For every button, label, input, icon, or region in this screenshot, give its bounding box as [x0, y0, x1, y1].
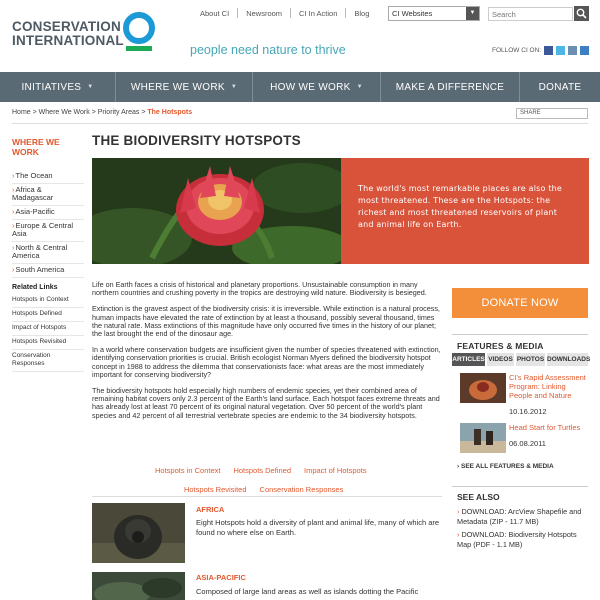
divider	[345, 8, 346, 18]
related-link[interactable]: Hotspots Defined	[12, 308, 84, 322]
search-button[interactable]	[574, 6, 589, 21]
nav-label: WHERE WE WORK	[130, 81, 225, 93]
asia-pacific-image[interactable]	[92, 572, 185, 600]
top-link-blog[interactable]: Blog	[354, 8, 370, 18]
share-button[interactable]	[516, 108, 588, 119]
paragraph: The biodiversity hotspots hold especially high numbers of endemic species, yet their combined area of remaining habitat covers only 2.3 percent of the Earth's land surface. Each hotspot faces extreme threats and has already lost at least 70 percent of its original natural vegetation. Over 50 percent of the world's plant species and 42 percent of all terrestrial vertebrate species are endemic to the 34 biodiversity hotspots.	[92, 386, 440, 420]
features-media-box	[452, 334, 591, 474]
sidebar-title: WHERE WE WORK	[12, 137, 60, 157]
top-links	[200, 8, 369, 18]
nav-label: MAKE A DIFFERENCE	[395, 81, 505, 93]
divider	[290, 8, 291, 18]
chevron-down-icon: ▼	[87, 84, 94, 90]
link-impact-of-hotspots[interactable]: Impact of Hotspots	[304, 466, 367, 475]
page-title: THE BIODIVERSITY HOTSPOTS	[92, 133, 301, 148]
rap-thumbnail	[460, 373, 506, 403]
nav-where-we-work[interactable]	[116, 72, 253, 102]
chevron-down-icon: ▼	[356, 84, 363, 90]
download-link-map[interactable]: › DOWNLOAD: Biodiversity Hotspots Map (PDF - 1.1 MB)	[457, 530, 588, 549]
related-link[interactable]: Conservation Responses	[12, 350, 84, 372]
twitter-icon[interactable]	[556, 46, 565, 55]
turtles-thumbnail	[460, 423, 506, 453]
link-conservation-responses[interactable]: Conservation Responses	[259, 485, 344, 494]
sidebar-item-europe[interactable]: › Europe & Central Asia	[12, 220, 84, 242]
tagline: people need nature to thrive	[190, 43, 346, 57]
divider	[92, 496, 442, 497]
breadcrumb	[12, 109, 192, 116]
nav-label: HOW WE WORK	[270, 81, 351, 93]
tab-downloads[interactable]: DOWNLOADS	[547, 353, 588, 366]
rss-icon[interactable]	[580, 46, 589, 55]
related-link[interactable]: Impact of Hotspots	[12, 322, 84, 336]
paragraph: Life on Earth faces a crisis of historical and planetary proportions. Unsustainable consumption in many northern countries and crushing poverty in the tropics are destroying wild nature. Biodiversity is besieged.	[92, 280, 427, 298]
feature-title[interactable]: CI's Rapid Assessment Program: Linking People and Nature	[509, 373, 586, 400]
logo-line2: INTERNATIONAL	[12, 33, 124, 48]
see-all-features-link[interactable]: › SEE ALL FEATURES & MEDIA	[457, 463, 554, 470]
nav-donate[interactable]	[520, 72, 600, 102]
nav-how-we-work[interactable]	[253, 72, 381, 102]
sidebar-item-north-america[interactable]: › North & Central America	[12, 242, 84, 264]
chevron-down-icon: ▼	[466, 7, 479, 20]
youtube-icon[interactable]	[568, 46, 577, 55]
breadcrumb-where[interactable]: Where We Work >	[38, 109, 96, 116]
websites-select[interactable]	[388, 6, 480, 21]
hotspot-links	[184, 485, 343, 494]
top-link-in-action[interactable]: CI In Action	[299, 8, 338, 18]
feature-date: 10.16.2012	[509, 407, 547, 416]
link-hotspots-defined[interactable]: Hotspots Defined	[233, 466, 291, 475]
share-label: SHARE	[520, 110, 541, 116]
tab-videos[interactable]: VIDEOS	[487, 353, 514, 366]
tab-articles[interactable]: ARTICLES	[452, 353, 485, 366]
nav-label: DONATE	[538, 81, 582, 93]
breadcrumb-current: The Hotspots	[147, 109, 193, 116]
region-title-asia-pacific[interactable]: ASIA-PACIFIC	[196, 573, 246, 582]
facebook-icon[interactable]	[544, 46, 553, 55]
divider	[237, 8, 238, 18]
africa-image[interactable]	[92, 503, 185, 563]
sidebar-item-ocean[interactable]: › The Ocean	[12, 170, 84, 184]
breadcrumb-priority[interactable]: Priority Areas >	[97, 109, 146, 116]
features-tabs	[452, 353, 591, 366]
feature-thumbnail[interactable]	[460, 373, 506, 403]
region-desc-asia-pacific: Composed of large land areas as well as islands dotting the Pacific	[196, 587, 419, 596]
hero-quote: The world's most remarkable places are also the most threatened. These are the Hotspots: the richest and most threatened reservoirs of plant and animal life on Earth.	[341, 158, 589, 264]
websites-select-value: CI Websites	[392, 9, 433, 18]
logo-ring-icon[interactable]	[118, 10, 160, 52]
sidebar-item-africa[interactable]: › Africa & Madagascar	[12, 184, 84, 206]
link-hotspots-in-context[interactable]: Hotspots in Context	[155, 466, 221, 475]
asia-pacific-photo	[92, 572, 185, 600]
sidebar-item-asia-pacific[interactable]: › Asia-Pacific	[12, 206, 84, 220]
related-links-list	[12, 294, 84, 372]
see-also-list	[457, 507, 588, 553]
paragraph: Extinction is the gravest aspect of the biodiversity crisis: it is irreversible. While extinction is a natural process, human impacts have elevated the rate of extinction by at least a thousand, possibly several thousand, times the natural rate. Mass extinctions of this magnitude have only occurred five times in the history of our planet; the last brought the end of the dinosaur age.	[92, 304, 440, 339]
site-header	[0, 0, 600, 70]
baboon-image	[92, 503, 185, 563]
see-also-title: SEE ALSO	[457, 492, 500, 502]
feature-date: 06.08.2011	[509, 439, 546, 448]
hotspot-links	[155, 466, 367, 475]
related-links-title: Related Links	[12, 284, 58, 291]
top-link-newsroom[interactable]: Newsroom	[246, 8, 283, 18]
nav-initiatives[interactable]	[0, 72, 116, 102]
follow-bar	[492, 46, 589, 55]
hero-image	[92, 158, 341, 264]
donate-now-button[interactable]: DONATE NOW	[452, 288, 588, 318]
features-media-title: FEATURES & MEDIA	[457, 341, 544, 351]
divider	[452, 486, 588, 487]
sidebar-item-south-america[interactable]: › South America	[12, 264, 84, 278]
feature-title[interactable]: Head Start for Turtles	[509, 423, 581, 432]
logo-line1: CONSERVATION	[12, 19, 121, 34]
link-hotspots-revisited[interactable]: Hotspots Revisited	[184, 485, 247, 494]
feature-thumbnail[interactable]	[460, 423, 506, 453]
download-link-shapefile[interactable]: › DOWNLOAD: ArcView Shapefile and Metadata (ZIP - 11.7 MB)	[457, 507, 588, 526]
related-link[interactable]: Hotspots in Context	[12, 294, 84, 308]
region-desc-africa: Eight Hotspots hold a diversity of plant and animal life, many of which are found no where else on Earth.	[196, 518, 440, 537]
related-link[interactable]: Hotspots Revisited	[12, 336, 84, 350]
nav-label: INITIATIVES	[21, 81, 82, 93]
search-input[interactable]	[488, 7, 573, 21]
search-icon	[574, 6, 589, 21]
logo[interactable]	[12, 20, 124, 48]
top-link-about[interactable]: About CI	[200, 8, 230, 18]
region-title-africa[interactable]: AFRICA	[196, 505, 225, 514]
paragraph: In a world where conservation budgets are insufficient given the number of species threatened with extinction, identifying conservation priorities is crucial. British ecologist Norman Myers defined the biodiversity hotspot concept in 1988 to address the dilemma that conservationists face: what areas are the most immediately important for conserving biodiversity?	[92, 345, 441, 379]
article-body	[92, 281, 442, 428]
protea-flower-image	[92, 158, 341, 264]
chevron-down-icon: ▼	[230, 84, 238, 90]
follow-label: FOLLOW CI ON:	[492, 47, 542, 54]
tab-photos[interactable]: PHOTOS	[516, 353, 545, 366]
main-nav	[0, 72, 600, 102]
nav-make-a-difference[interactable]	[381, 72, 520, 102]
breadcrumb-home[interactable]: Home >	[12, 109, 37, 116]
sidebar-list	[12, 170, 84, 278]
divider	[12, 123, 588, 124]
see-all-label: SEE ALL FEATURES & MEDIA	[460, 463, 554, 470]
